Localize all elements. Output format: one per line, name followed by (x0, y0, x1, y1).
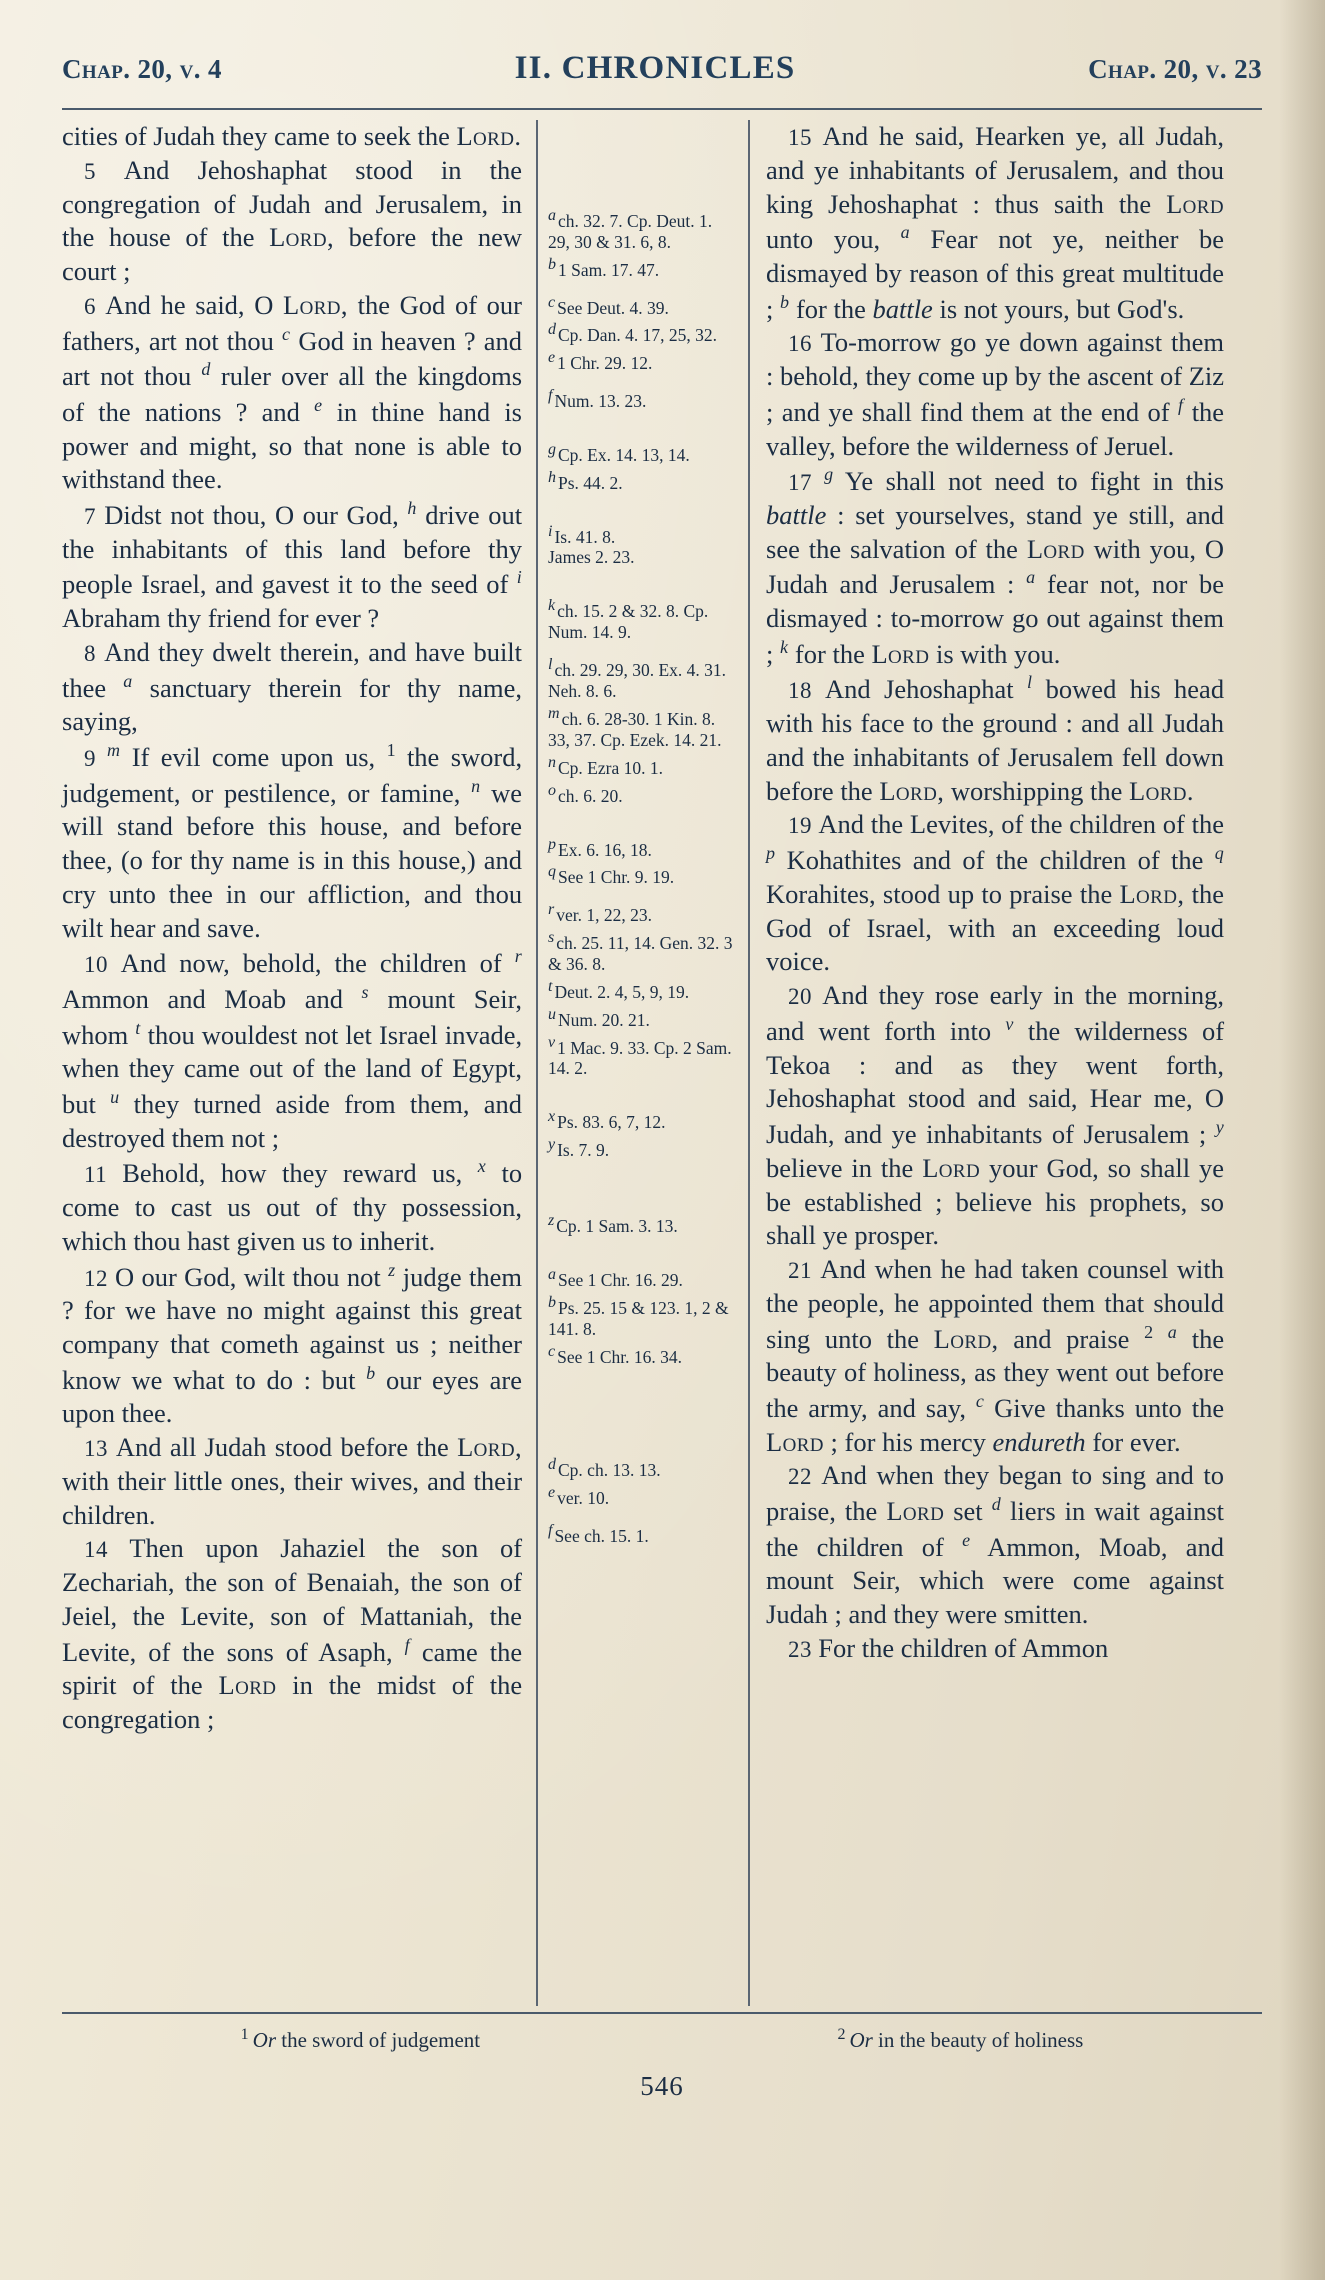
marginal-note: v 1 Mac. 9. 33. Cp. 2 Sam. 14. 2. (548, 1033, 732, 1079)
left-column-paragraph: 10 And now, behold, the children of $^r$ Ammon and Moab and $^s$ mount Seir, whom $^t$ thou wouldest not let Israel invade, when they came out of the land of Egypt, but $^u$ they turned aside from them, and destroyed them not ; (62, 946, 523, 1153)
note-label: t (548, 977, 553, 995)
note-label: e (548, 349, 556, 367)
marginal-note: g Cp. Ex. 14. 13, 14. (548, 440, 690, 465)
note-spacer (548, 120, 738, 206)
left-column-paragraph: 14 Then upon Jahaziel the son of Zechariah, the son of Benaiah, the son of Jeiel, the Levite, son of Mattaniah, the Levite, of the sons of Asaph, $^f$ came the spirit of the Lord in the midst of the congregation ; (62, 1533, 523, 1735)
marginal-note: e 1 Chr. 29. 12. (548, 349, 653, 374)
verse-number: 14 (84, 1537, 130, 1563)
header-rule (62, 108, 1262, 110)
right-column-paragraph: 20 And they rose early in the morning, and went forth into $^v$ the wilderness of Tekoa : and as they went forth, Jehoshaphat stood and said, Hear me, O Judah, and ye inhabitants of Jerusalem ; $^y$ believe in the Lord your God, so shall ye be established ; believe his prophets, so shall ye prosper. (766, 980, 1225, 1251)
marginal-note: e ver. 10. (548, 1484, 610, 1509)
marginal-note: n Cp. Ezra 10. 1. (548, 753, 663, 778)
right-column-paragraph: 16 To-morrow go ye down against them : behold, they come up by the ascent of Ziz ; and ye shall find them at the end of $^f$ the valley, before the wilderness of Jeruel. (766, 327, 1225, 461)
page-number: 546 (640, 2071, 684, 2101)
note-label: a (548, 207, 556, 224)
note-label: g (548, 440, 556, 458)
right-column-paragraph: 22 And when they began to sing and to praise, the Lord set $^d$ liers in wait against the children of $^e$ Ammon, Moab, and mount Seir, which were come against Judah ; and they were smitten. (766, 1460, 1225, 1630)
note-spacer (548, 570, 738, 596)
footer-rule (62, 2012, 1262, 2014)
footnote-or: Or (849, 2028, 879, 2052)
footnote-marker: 1 (240, 2026, 249, 2043)
marginal-note: x Ps. 83. 6, 7, 12. (548, 1108, 666, 1133)
marginal-note: s ch. 25. 11, 14. Gen. 32. 3 & 36. 8. (548, 929, 733, 974)
running-head-left: Chap. 20, v. 4 (62, 54, 222, 84)
note-label: d (548, 321, 556, 339)
verse-number: 21 (788, 1258, 821, 1284)
verse-number: 11 (84, 1162, 123, 1188)
right-column-paragraph: 21 And when he had taken counsel with the people, he appointed them that should sing unto the Lord, and praise $^2$ $^a$ the beauty of holiness, as they went out before the army, and say, $^c$ Give thanks unto the Lord ; for his mercy endureth for ever. (766, 1254, 1225, 1457)
note-label: h (548, 468, 556, 486)
note-label: v (548, 1033, 556, 1051)
note-spacer (548, 1239, 738, 1265)
note-label: l (548, 656, 553, 674)
verse-number: 10 (84, 952, 121, 978)
verse-number: 8 (84, 640, 105, 666)
note-spacer (548, 283, 738, 293)
marginal-note: p Ex. 6. 16, 18. (548, 835, 652, 860)
marginal-note: o ch. 6. 20. (548, 781, 623, 806)
marginal-note: k ch. 15. 2 & 32. 8. Cp. Num. 14. 9. (548, 597, 709, 643)
verse-number: 5 (84, 158, 124, 184)
running-head-right: Chap. 20, v. 23 (1088, 54, 1262, 84)
marginal-note: h Ps. 44. 2. (548, 468, 623, 493)
footnote: $^2$ Or in the beauty of holiness (837, 2026, 1084, 2052)
left-text-column (62, 120, 536, 2006)
note-label: q (548, 863, 556, 881)
footnote: $^1$ Or the sword of judgement (240, 2026, 481, 2052)
note-label: f (548, 387, 553, 405)
note-label: o (548, 781, 556, 799)
marginal-note: c See 1 Chr. 16. 34. (548, 1342, 683, 1367)
verse-number: 18 (788, 678, 826, 704)
note-label: s (548, 929, 555, 947)
verse-number: 17 (788, 470, 825, 496)
left-column-paragraph: 6 And he said, O Lord, the God of our fathers, art not thou $^c$ God in heaven ? and art not thou $^d$ ruler over all the kingdoms of the nations ? and $^e$ in thine hand is power and might, so that none is able to withstand thee. (62, 289, 523, 495)
marginal-note: d Cp. ch. 13. 13. (548, 1456, 661, 1481)
note-label: k (548, 597, 556, 615)
note-label: u (548, 1005, 556, 1023)
marginal-note: f Num. 13. 23. (548, 387, 647, 411)
text-body (62, 120, 1262, 2006)
right-column-paragraph: 19 And the Levites, of the children of the $^p$ Kohathites and of the children of the $^q$ Korahites, stood up to praise the Lord, the God of Israel, with an exceeding loud voice. (766, 809, 1225, 977)
note-label: y (548, 1136, 556, 1154)
verse-number: 20 (788, 984, 823, 1010)
right-column-paragraph: 18 And Jehoshaphat $^l$ bowed his head with his face to the ground : and all Judah and the inhabitants of Jerusalem fell down before the Lord, worshipping the Lord. (766, 672, 1225, 806)
right-text-column (750, 120, 1224, 2006)
note-spacer (548, 890, 738, 900)
marginal-note: y Is. 7. 9. (548, 1136, 610, 1161)
right-column-paragraph: 23 For the children of Ammon (788, 1632, 1109, 1663)
verse-number: 16 (788, 331, 821, 357)
note-spacer (548, 1511, 738, 1521)
note-label: b (548, 1293, 556, 1311)
marginal-note: t Deut. 2. 4, 5, 9, 19. (548, 977, 690, 1002)
marginal-note: f See ch. 15. 1. (548, 1522, 649, 1546)
left-column-paragraph: 7 Didst not thou, O our God, $^h$ drive out the inhabitants of this land before thy people Israel, and gavest it to the seed of $^i$ Abraham thy friend for ever ? (62, 498, 523, 634)
verse-number: 15 (788, 125, 823, 150)
note-label: p (548, 835, 556, 853)
left-column-paragraph: 8 And they dwelt therein, and have built thee $^a$ sanctuary therein for thy name, saying, (62, 636, 523, 737)
note-spacer (548, 1081, 738, 1107)
left-column-paragraph: 9 $^m$ If evil come upon us, $^1$ the sword, judgement, or pestilence, or famine, $^n$ we will stand before this house, and before thee, (o for thy name is in this house,) and cry unto thee in our affliction, and thou wilt hear and save. (62, 740, 523, 943)
marginal-note: a ch. 32. 7. Cp. Deut. 1. 29, 30 & 31. 6, 8. (548, 207, 713, 252)
left-column-paragraph: 5 And Jehoshaphat stood in the congregation of Judah and Jerusalem, in the house of the Lord, before the new court ; (62, 154, 523, 287)
note-label: z (548, 1212, 555, 1230)
footnote-or: Or (252, 2028, 282, 2052)
note-label: d (548, 1456, 556, 1474)
running-head-title: II. CHRONICLES (514, 50, 796, 86)
note-label: i (548, 522, 553, 540)
note-label: c (548, 293, 556, 311)
marginal-note: a See 1 Chr. 16. 29. (548, 1265, 683, 1290)
left-column-paragraph: cities of Judah they came to seek the Lord. (62, 121, 522, 151)
marginal-note: m ch. 6. 28-30. 1 Kin. 8. 33, 37. Cp. Ezek. 14. 21. (548, 705, 722, 750)
right-column-paragraph: 17 $^g$ Ye shall not need to fight in this battle : set yourselves, stand ye still, and see the salvation of the Lord with you, O Judah and Jerusalem : $^a$ fear not, nor be dismayed : to-morrow go out against them ; $^k$ for the Lord is with you. (766, 464, 1225, 669)
note-label: a (548, 1265, 556, 1283)
note-label: n (548, 753, 556, 771)
marginal-note: d Cp. Dan. 4. 17, 25, 32. (548, 321, 717, 346)
note-label: r (548, 901, 555, 919)
marginal-note: z Cp. 1 Sam. 3. 13. (548, 1212, 678, 1236)
note-spacer (548, 496, 738, 522)
verse-number: 12 (84, 1265, 115, 1291)
left-column-paragraph: 11 Behold, how they reward us, $^x$ to come to cast us out of thy possession, which thou hast given us to inherit. (62, 1156, 523, 1256)
note-label: x (548, 1108, 556, 1126)
note-label: b (548, 255, 556, 273)
marginal-note: b Ps. 25. 15 & 123. 1, 2 & 141. 8. (548, 1293, 729, 1339)
note-label: e (548, 1484, 556, 1502)
marginal-note: u Num. 20. 21. (548, 1005, 650, 1030)
marginal-note: r ver. 1, 22, 23. (548, 901, 652, 926)
note-label: m (548, 705, 560, 723)
note-spacer (548, 414, 738, 440)
footnote-marker: 2 (837, 2026, 846, 2043)
note-spacer (548, 1163, 738, 1211)
verse-number: 22 (788, 1464, 822, 1490)
verse-number: 19 (788, 813, 819, 839)
note-label: f (548, 1522, 553, 1540)
running-head (62, 50, 1262, 106)
marginal-note: i Is. 41. 8. James 2. 23. (548, 522, 635, 568)
center-notes-column (536, 120, 750, 2006)
right-column-paragraph: 15 And he said, Hearken ye, all Judah, and ye inhabitants of Jerusalem, and thou king Jehoshaphat : thus saith the Lord unto you, $^a$ Fear not ye, neither be dismayed by reason of this great multitude ; $^b$ for the battle is not yours, but God's. (766, 121, 1225, 324)
verse-number: 23 (788, 1636, 819, 1662)
verse-number: 13 (84, 1436, 116, 1462)
verse-number: 9 (84, 745, 107, 771)
verse-number: 6 (84, 293, 106, 319)
left-column-paragraph: 13 And all Judah stood before the Lord, with their little ones, their wives, and their children. (62, 1432, 523, 1530)
marginal-note: q See 1 Chr. 9. 19. (548, 863, 675, 888)
note-spacer (548, 809, 738, 835)
marginal-note: l ch. 29. 29, 30. Ex. 4. 31. Neh. 8. 6. (548, 656, 727, 702)
marginal-note: c See Deut. 4. 39. (548, 293, 669, 318)
page-sheet (62, 50, 1262, 2230)
footnotes (62, 2026, 1262, 2053)
note-label: c (548, 1342, 556, 1360)
marginal-note: b 1 Sam. 17. 47. (548, 255, 660, 280)
note-spacer (548, 1369, 738, 1455)
note-spacer (548, 376, 738, 386)
verse-number: 7 (84, 503, 105, 529)
note-spacer (548, 645, 738, 655)
left-column-paragraph: 12 O our God, wilt thou not $^z$ judge them ? for we have no might against this great company that cometh against us ; neither know we what to do : but $^b$ our eyes are upon thee. (62, 1259, 523, 1429)
